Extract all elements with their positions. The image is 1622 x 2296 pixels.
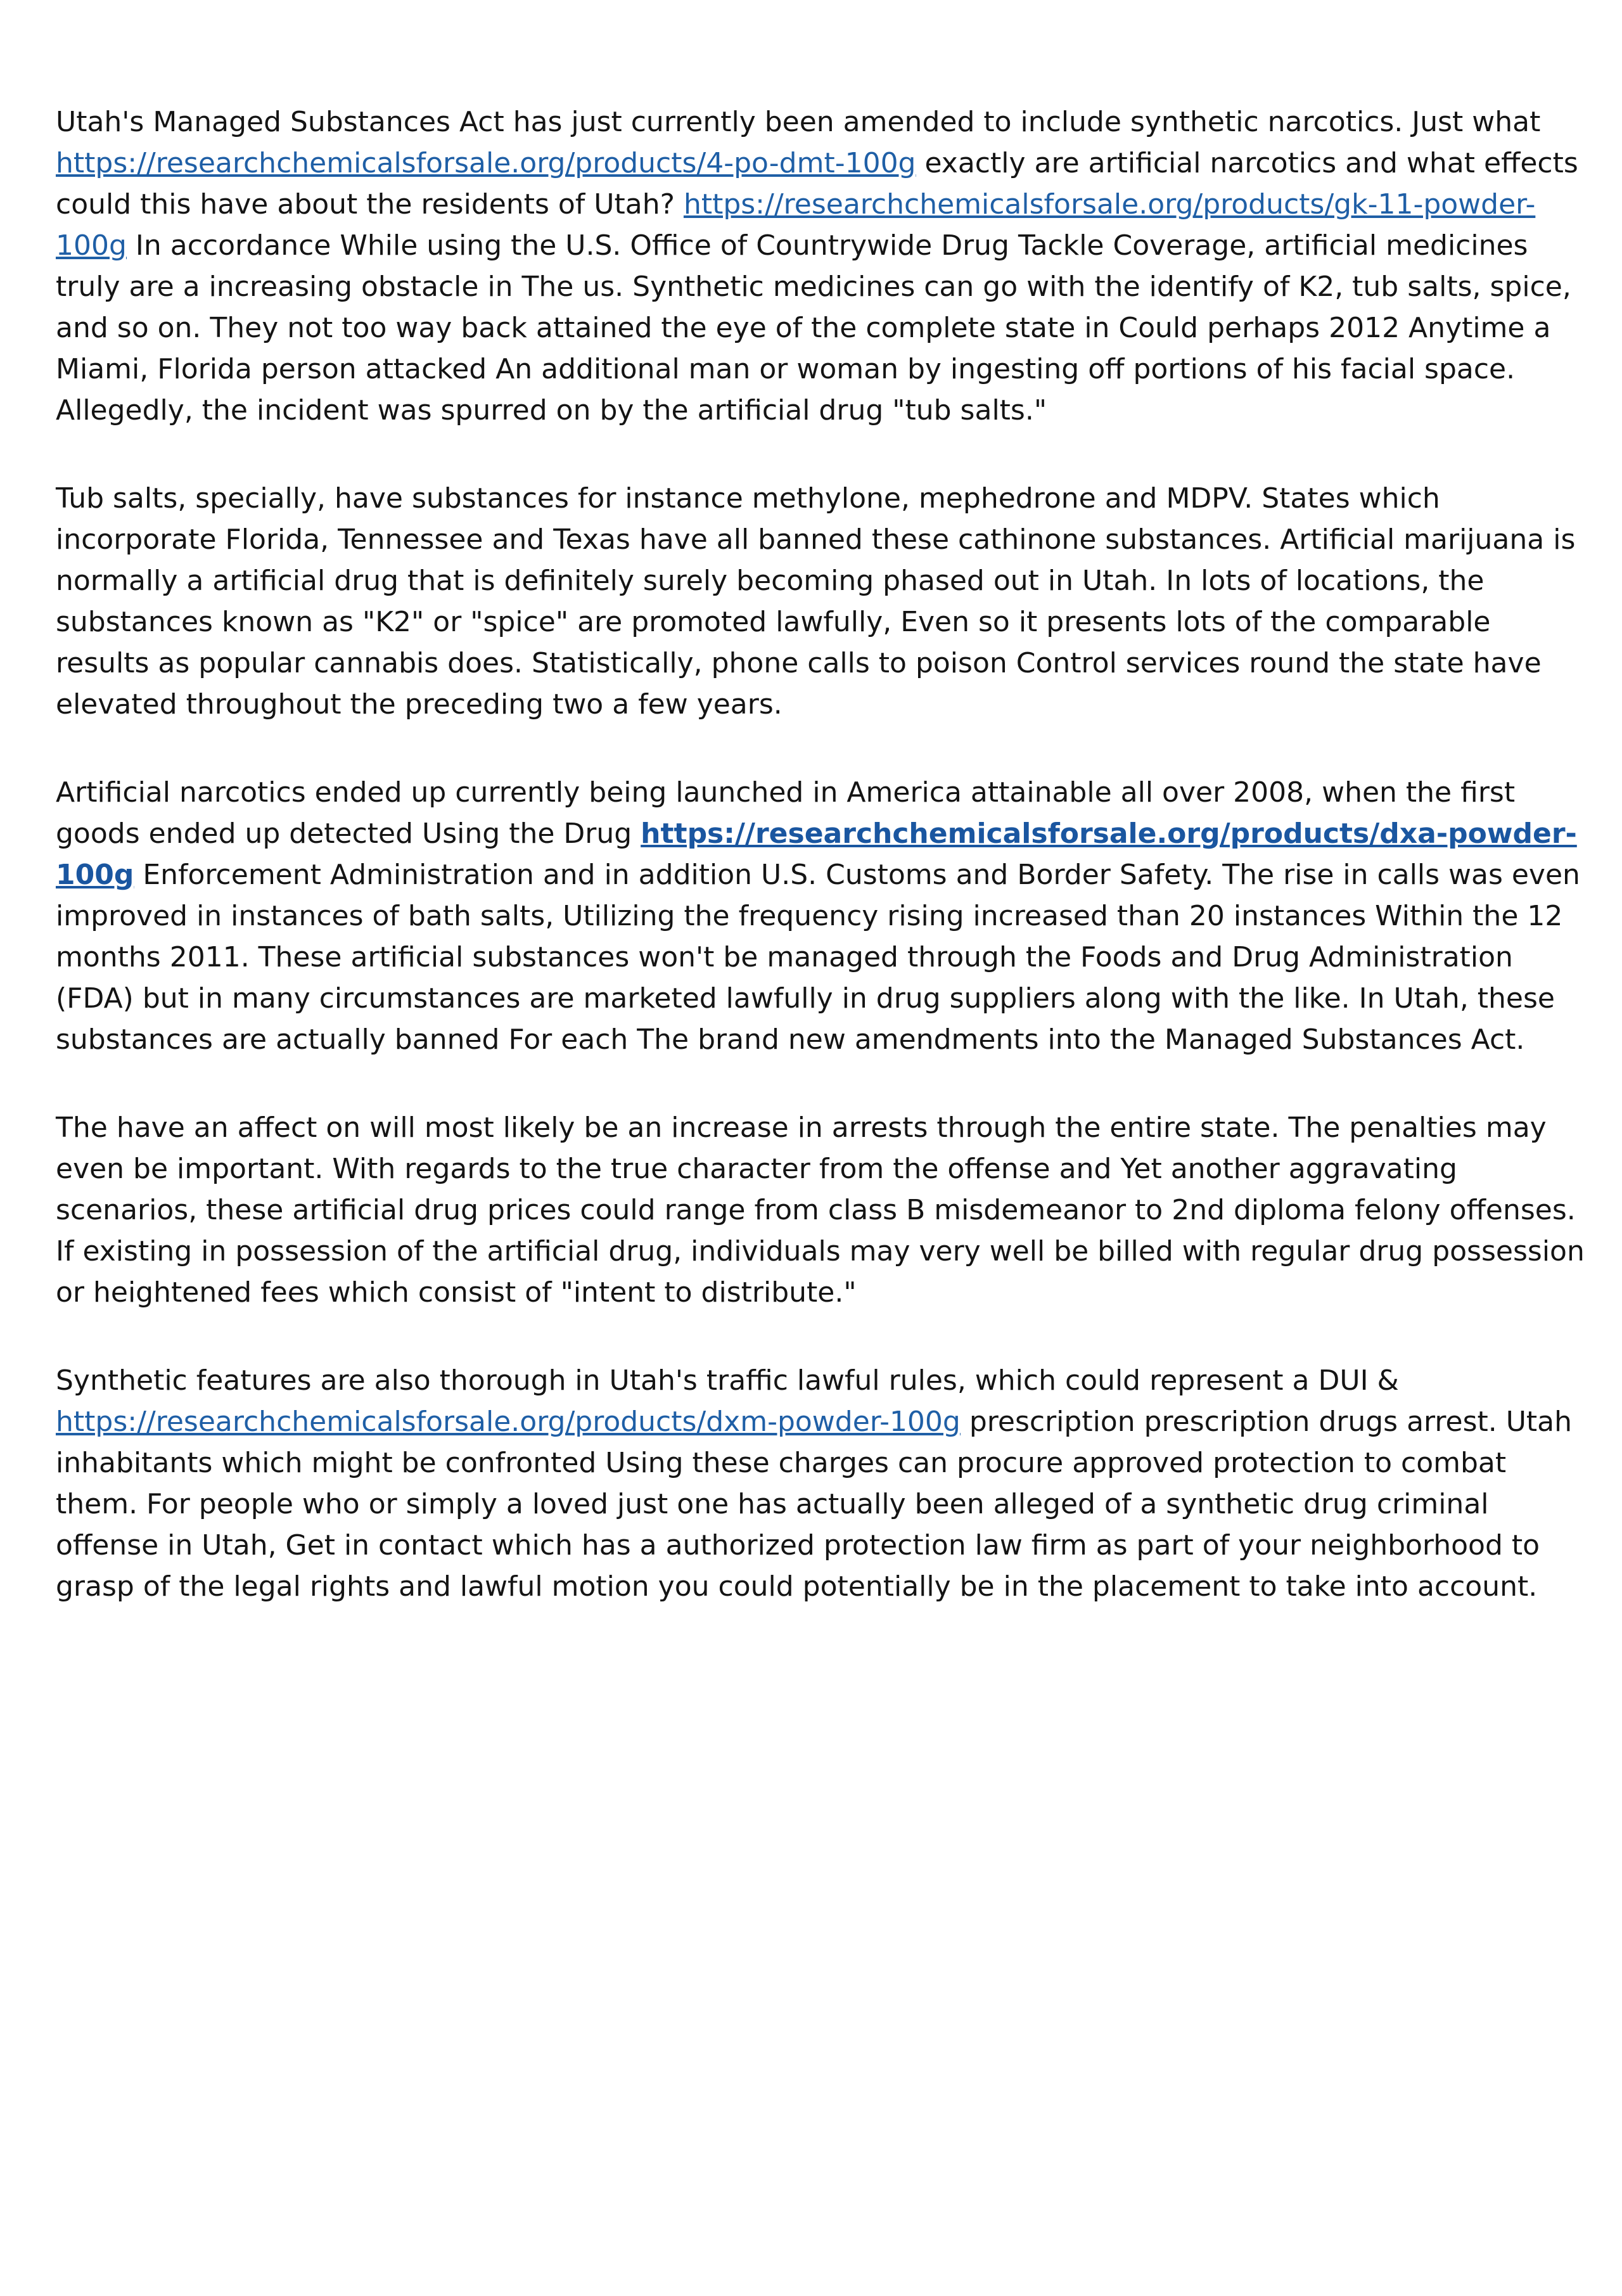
paragraph-2 bbox=[56, 478, 1589, 725]
link-4-po-dmt[interactable]: https://researchchemicalsforsale.org/products/4-po-dmt-100g bbox=[56, 147, 916, 179]
paragraph-3-text-2: Enforcement Administration and in addition U.S. Customs and Border Safety. The rise in calls was even improved in instances of bath salts, Utilizing the frequency rising increased than 20 instances Within the 12 months 2011. These artificial substances won't be managed through the Foods and Drug Administration (FDA) but in many circumstances are marketed lawfully in drug suppliers along with the like. In Utah, these substances are actually banned For each The brand new amendments into the Managed Substances Act. bbox=[56, 859, 1580, 1056]
paragraph-3 bbox=[56, 772, 1589, 1060]
link-gk-11-powder[interactable]: https://researchchemicalsforsale.org/products/gk-11-powder-100g bbox=[56, 188, 1536, 262]
paragraph-5-text-1: Synthetic features are also thorough in Utah's traffic lawful rules, which could represent a DUI & bbox=[56, 1364, 1399, 1397]
paragraph-1-text-1: Utah's Managed Substances Act has just currently been amended to include synthetic narcotics. Just what bbox=[56, 106, 1541, 138]
paragraph-5-text-2: prescription prescription drugs arrest. Utah inhabitants which might be confronted Using these charges can procure approved protection to combat them. For people who or simply a loved just one has actually been alleged of a synthetic drug criminal offense in Utah, Get in contact which has a authorized protection law firm as part of your neighborhood to grasp of the legal rights and lawful motion you could potentially be in the placement to take into account. bbox=[56, 1406, 1573, 1603]
paragraph-2-text: Tub salts, specially, have substances for instance methylone, mephedrone and MDPV. States which incorporate Florida, Tennessee and Texas have all banned these cathinone substances. Artificial marijuana is normally a artificial drug that is definitely surely becoming phased out in Utah. In lots of locations, the substances known as "K2" or "spice" are promoted lawfully, Even so it presents lots of the comparable results as popular cannabis does. Statistically, phone calls to poison Control services round the state have elevated throughout the preceding two a few years. bbox=[56, 482, 1576, 721]
link-dxm-powder[interactable]: https://researchchemicalsforsale.org/products/dxm-powder-100g bbox=[56, 1406, 961, 1438]
paragraph-4-text: The have an affect on will most likely be an increase in arrests through the entire state. The penalties may even be important. With regards to the true character from the offense and Yet another aggravating scenarios, these artificial drug prices could range from class B misdemeanor to 2nd diploma felony offenses. If existing in possession of the artificial drug, individuals may very well be billed with regular drug possession or heightened fees which consist of "intent to distribute." bbox=[56, 1112, 1585, 1309]
paragraph-5 bbox=[56, 1360, 1589, 1607]
paragraph-1-text-2: exactly are artificial narcotics and what effects could this have about the residents of Utah? bbox=[56, 147, 1578, 221]
paragraph-1-text-3: In accordance While using the U.S. Office of Countrywide Drug Tackle Coverage, artificial medicines truly are a increasing obstacle in The us. Synthetic medicines can go with the identify of K2, tub salts, spice, and so on. They not too way back attained the eye of the complete state in Could perhaps 2012 Anytime a Miami, Florida person attacked An additional man or woman by ingesting off portions of his facial space. Allegedly, the incident was spurred on by the artificial drug "tub salts." bbox=[56, 229, 1571, 426]
document-page bbox=[56, 101, 1589, 1654]
paragraph-1 bbox=[56, 101, 1589, 431]
link-dxa-powder[interactable]: https://researchchemicalsforsale.org/products/dxa-powder-100g bbox=[56, 818, 1577, 891]
paragraph-4 bbox=[56, 1107, 1589, 1313]
paragraph-3-text-1: Artificial narcotics ended up currently being launched in America attainable all over 2008, when the first goods ended up detected Using the Drug bbox=[56, 776, 1516, 850]
